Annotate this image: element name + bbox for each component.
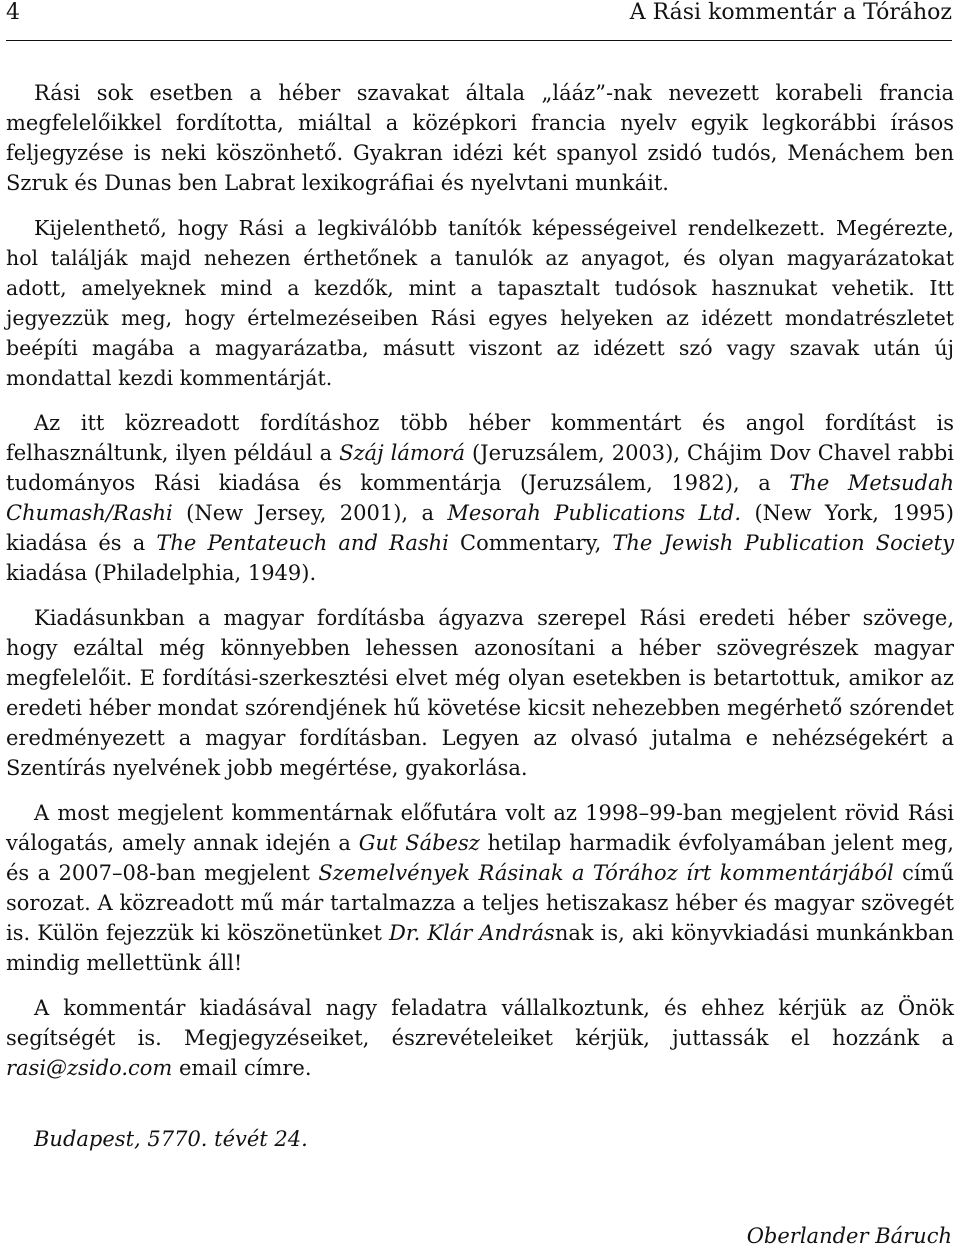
paragraph-2: Kijelenthető, hogy Rási a legkiválóbb tanítók képességeivel rendelkezett. Megérezte, hol találják majd nehezen érthetőnek a tanulók az anyagot, és olyan magyarázatokat adott, amelyeknek mind a kezdők, mint a tapasztalt tudósok hasznukat vehetik. Itt jegyezzük meg, hogy értelmezéseiben Rási egyes helyeken az idézett mondatrészletet beépíti magába a magyarázatba, másutt viszont az idézett szó vagy szavak után új mondattal kezdi kommentárját. — [6, 216, 954, 390]
email-address: rasi@zsido.com — [6, 1056, 173, 1080]
paragraph-6 — [6, 993, 954, 1083]
paragraph-3-text-6: kiadása (Philadelphia, 1949). — [6, 561, 317, 585]
publisher-mesorah: Mesorah Publications Ltd. — [447, 501, 742, 525]
book-title-pentateuch: The Pentateuch and Rashi — [156, 531, 449, 555]
paragraph-5-text-3: című sorozat. A közreadott mű már tartalmazza a teljes hetiszakasz héber és magyar szövegét is. Külön fejezzük ki köszönetünket — [6, 861, 954, 945]
paragraph-6-text-2: email címre. — [172, 1056, 312, 1080]
periodical-gut-sabesz: Gut Sábesz — [358, 831, 480, 855]
signature: Oberlander Báruch — [746, 1224, 952, 1248]
paragraph-5-text-2: hetilap harmadik évfolyamában jelent meg, és a 2007–08-ban megjelent — [6, 831, 954, 885]
series-title: Szemelvények Rásinak a Tórához írt kommentárjából — [318, 861, 894, 885]
paragraph-1: Rási sok esetben a héber szavakat általa „lááz”-nak nevezett korabeli francia megfelelőikkel fordította, miáltal a középkori francia nyelv egyik legkorábbi írásos feljegyzése is neki köszönhető. Gyakran idézi két spanyol zsidó tudós, Menáchem ben Szruk és Dunas ben Labrat lexikográfiai és nyelvtani munkáit. — [6, 81, 954, 195]
running-title: A Rási kommentár a Tórához — [629, 0, 952, 25]
paragraph-5-text-4: nak is, aki könyvkiadási munkánkban mindig mellettünk áll! — [6, 921, 954, 975]
paragraph-3-text-5: Commentary, — [448, 531, 613, 555]
paragraph-3 — [6, 408, 954, 588]
page-number: 4 — [6, 0, 20, 25]
paragraph-3-text-1: Az itt közreadott fordításhoz több héber kommentárt és angol fordítást is felhasználtunk, ilyen például a — [6, 411, 954, 465]
paragraph-3-text-2: (Jeruzsálem, 2003), Chájim Dov Chavel rabbi tudományos Rási kiadása és kommentárja (Jeruzsálem, 1982), a — [6, 441, 954, 495]
person-name: Dr. Klár András — [389, 921, 555, 945]
paragraph-5 — [6, 798, 954, 978]
place-and-date: Budapest, 5770. tévét 24. — [34, 1127, 308, 1151]
paragraph-5-text-1: A most megjelent kommentárnak előfutára volt az 1998–99-ban megjelent rövid Rási válogatás, amely annak idején a — [6, 801, 954, 855]
running-header — [6, 0, 952, 41]
body-text — [6, 78, 954, 1083]
paragraph-6-text-1: A kommentár kiadásával nagy feladatra vállalkoztunk, és ehhez kérjük az Önök segítségét is. Megjegyzéseiket, észrevételeiket kérjük, juttassák el hozzánk a — [6, 996, 954, 1050]
paragraph-3-text-4: (New York, 1995) kiadása és a — [6, 501, 954, 555]
book-title-saj-lamora: Száj lámorá — [339, 441, 465, 465]
book-title-metsudah: The Metsudah Chumash/Rashi — [6, 471, 954, 525]
publisher-jps: The Jewish Publication Society — [612, 531, 954, 555]
paragraph-3-text-3: (New Jersey, 2001), a — [172, 501, 448, 525]
paragraph-4: Kiadásunkban a magyar fordításba ágyazva szerepel Rási eredeti héber szövege, hogy ezáltal még könnyebben lehessen azonosítani a héber szövegrészek magyar megfelelőit. E fordítási-szerkesztési elvet még olyan esetekben is betartottuk, amikor az eredeti héber mondat szórendjének hű követése kicsit nehezebben megérhető szórendet eredményezett a magyar fordításban. Legyen az olvasó jutalma e nehézségekért a Szentírás nyelvének jobb megértése, gyakorlása. — [6, 606, 954, 780]
